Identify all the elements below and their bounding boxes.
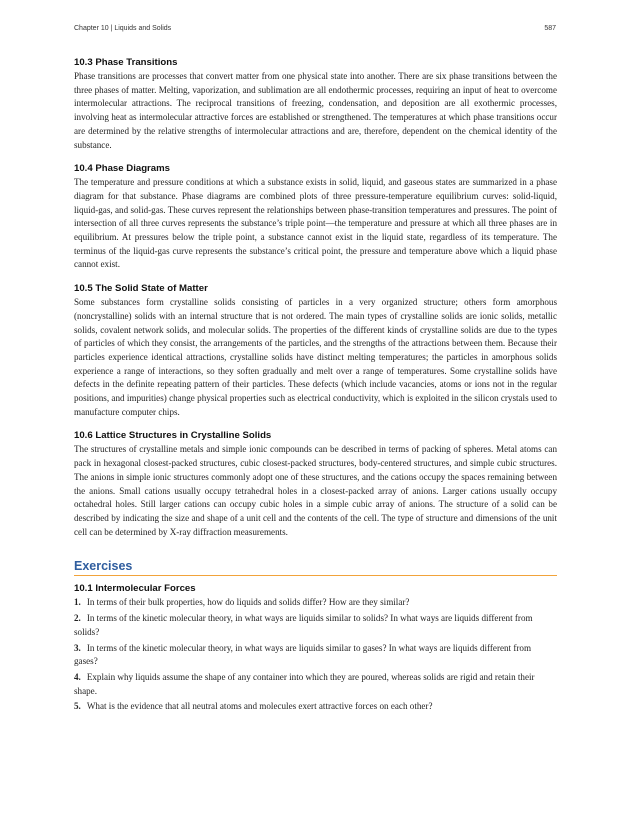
page-content [74,56,557,716]
exercises-title: Exercises [74,558,557,576]
exercise-item [74,671,557,698]
chapter-title: Chapter 10 | Liquids and Solids [74,25,172,32]
exercise-item [74,642,557,669]
exercise-list [74,596,557,714]
section-paragraph: Phase transitions are processes that convert matter from one physical state into another. There are six phase transitions between the three phases of matter. Melting, vaporization, and sublimation are all endothermic processes, requiring an input of heat to overcome intermolecular attractions. The reciprocal transitions of freezing, condensation, and deposition are all exothermic processes, involving heat as intermolecular attractive forces are established or strengthened. The temperatures at which phase transitions occur are determined by the relative strengths of intermolecular attractions and are, therefore, dependent on the chemical identity of the substance. [74,71,557,150]
exercise-number: 3. [74,642,81,653]
exercise-item [74,596,557,610]
exercise-text: In terms of their bulk properties, how do liquids and solids differ? How are they similar? [86,597,410,608]
section-phase-transitions [74,56,557,152]
exercise-number: 4. [74,671,81,682]
section-paragraph: The temperature and pressure conditions at which a substance exists in solid, liquid, and gaseous states are summarized in a phase diagram for that substance. Phase diagrams are combined plots of three pressure-temperature equilibrium curves: solid-liquid, liquid-gas, and solid-gas. These curves represent the relationships between phase-transition temperatures and pressures. The point of intersection of all three curves represents the substance’s triple point—the temperature and pressure at which all three phases are in equilibrium. At pressures below the triple point, a substance cannot exist in the liquid state, regardless of its temperature. The terminus of the liquid-gas curve represents the substance’s critical point, the pressure and temperature above which a liquid phase cannot exist. [74,177,557,270]
section-heading: 10.3 Phase Transitions [74,57,178,68]
section-lattice-structures [74,429,557,539]
section-paragraph: The structures of crystalline metals and simple ionic compounds can be described in terms of packing of spheres. Metal atoms can pack in hexagonal closest-packed structures, cubic closest-packed structures, body-centered structures, and simple cubic structures. The anions in simple ionic structures commonly adopt one of these structures, and the cations occupy the spaces remaining between the anions. Small cations usually occupy tetrahedral holes in a closest-packed array of anions. Larger cations usually occupy octahedral holes. Still larger cations can occupy cubic holes in a simple cubic array of anions. The structure of a solid can be described by indicating the size and shape of a unit cell and the contents of the cell. The type of structure and dimensions of the unit cell can be determined by X-ray diffraction measurements. [74,444,557,537]
section-phase-diagrams [74,162,557,272]
exercise-number: 2. [74,613,81,624]
exercise-text: What is the evidence that all neutral atoms and molecules exert attractive forces on each other? [86,701,433,712]
section-heading: 10.4 Phase Diagrams [74,163,170,175]
exercise-text: In terms of the kinetic molecular theory, in what ways are liquids similar to gases? In what ways are liquids different from gases? [74,642,532,667]
section-heading: 10.6 Lattice Structures in Crystalline Solids [74,430,272,442]
running-header [74,25,556,37]
exercise-number: 5. [74,701,81,712]
section-solid-state [74,282,557,419]
section-heading: 10.5 The Solid State of Matter [74,283,208,295]
exercise-item [74,700,557,714]
exercise-number: 1. [74,597,81,608]
exercise-section-heading: 10.1 Intermolecular Forces [74,583,196,595]
section-paragraph: Some substances form crystalline solids consisting of particles in a very organized structure; others form amorphous (noncrystalline) solids with an internal structure that is not ordered. The main types of crystalline solids are ionic solids, metallic solids, covalent network solids, and molecular solids. The properties of the different kinds of crystalline solids are due to the types of particles of which they consist, the arrangements of the particles, and the strengths of the attractions between them. Because their particles experience identical attractions, crystalline solids have distinct melting temperatures; the particles in amorphous solids experience a range of interactions, so they soften gradually and melt over a range of temperatures. Some crystalline solids have defects in the definite repeating pattern of their particles. These defects (which include vacancies, atoms or ions not in the regular positions, and impurities) change physical properties such as electrical conductivity, which is exploited in the silicon crystals used to manufacture computer chips. [74,297,557,417]
exercise-text: Explain why liquids assume the shape of any container into which they are poured, whereas solids are rigid and retain their shape. [74,671,535,696]
page-number: 587 [544,25,556,32]
exercise-text: In terms of the kinetic molecular theory, in what ways are liquids similar to solids? In what ways are liquids different from solids? [74,613,533,637]
exercise-item [74,612,557,639]
